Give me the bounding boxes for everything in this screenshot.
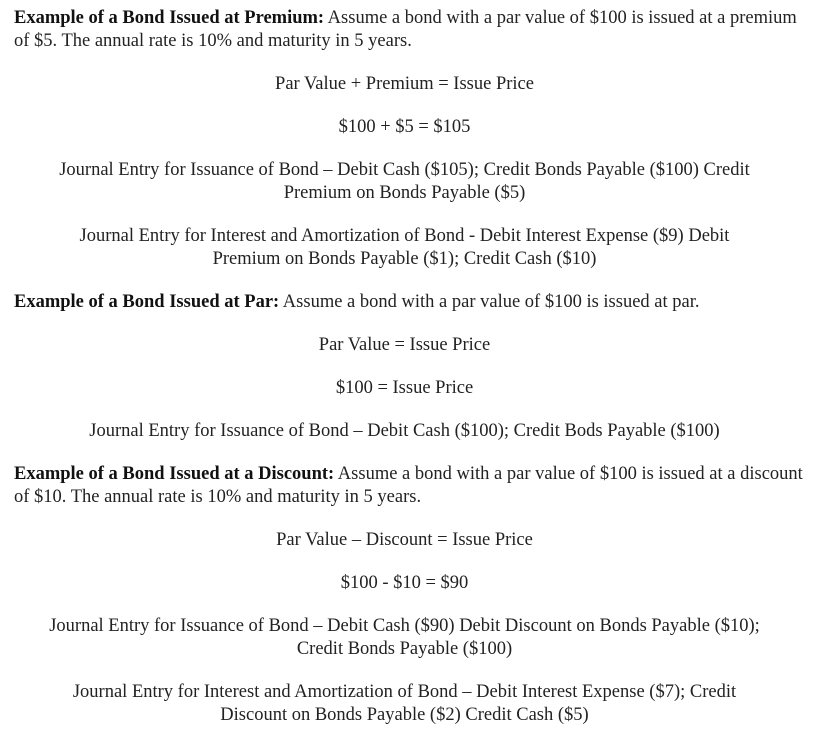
discount-interest-line-2: Discount on Bonds Payable ($2) Credit Cash ($5) [220, 705, 589, 725]
par-formula: Par Value = Issue Price [318, 335, 491, 355]
premium-issuance-line-2: Premium on Bonds Payable ($5) [283, 183, 526, 203]
discount-formula: Par Value – Discount = Issue Price [276, 530, 533, 550]
discount-interest-entry [0, 681, 809, 727]
discount-heading: Example of a Bond Issued at a Discount: [14, 464, 335, 484]
discount-issuance-line-1: Journal Entry for Issuance of Bond – Debit Cash ($90) Debit Discount on Bonds Payable ($10); [49, 616, 760, 636]
premium-issuance-line-1: Journal Entry for Issuance of Bond – Debit Cash ($105); Credit Bonds Payable ($100) Credit [59, 160, 750, 180]
premium-heading: Example of a Bond Issued at Premium: [14, 8, 325, 28]
par-intro-text: Assume a bond with a par value of $100 is issued at par. [279, 292, 700, 312]
par-issuance-entry: Journal Entry for Issuance of Bond – Debit Cash ($100); Credit Bods Payable ($100) [89, 421, 720, 441]
discount-interest-line-1: Journal Entry for Interest and Amortization of Bond – Debit Interest Expense ($7); Credit [72, 682, 737, 702]
par-calculation: $100 = Issue Price [335, 378, 474, 398]
premium-issuance-entry [0, 159, 809, 205]
premium-intro-text: Assume a bond with a par value of $100 is issued at a premium of $5. The annual rate is 10% and maturity in 5 years. [14, 8, 797, 51]
premium-interest-line-1: Journal Entry for Interest and Amortization of Bond - Debit Interest Expense ($9) Debit [79, 226, 730, 246]
premium-calculation: $100 + $5 = $105 [338, 117, 471, 137]
discount-calculation: $100 - $10 = $90 [340, 573, 469, 593]
discount-issuance-entry [0, 615, 809, 661]
discount-intro-text: Assume a bond with a par value of $100 is issued at a discount of $10. The annual rate is 10% and maturity in 5 years. [14, 464, 803, 507]
premium-interest-entry [0, 225, 809, 271]
premium-formula: Par Value + Premium = Issue Price [275, 74, 534, 94]
premium-interest-line-2: Premium on Bonds Payable ($1); Credit Cash ($10) [212, 249, 597, 269]
discount-intro-paragraph [14, 463, 804, 509]
discount-issuance-line-2: Credit Bonds Payable ($100) [296, 639, 513, 659]
par-heading: Example of a Bond Issued at Par: [14, 292, 280, 312]
premium-intro-paragraph [14, 7, 804, 53]
par-intro-paragraph [14, 291, 804, 314]
